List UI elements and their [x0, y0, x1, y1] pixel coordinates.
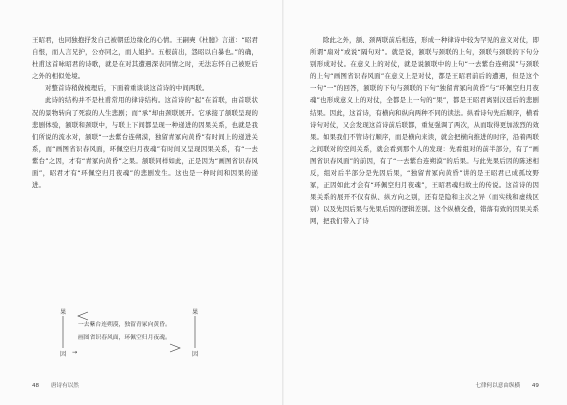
right-page [284, 0, 567, 405]
page-number: 49 [531, 383, 539, 389]
page-number: 48 [32, 383, 40, 389]
diagram-label-cause: 因 [60, 351, 67, 358]
diagram-verse-line: 画图省识春风面，环佩空归月夜魂。 [78, 335, 171, 341]
paragraph: 除此之外，颔、颈两联前后相连，形成一种律诗中较为罕见的意义对仗，即所谓“扇对”或说“隔句对”。就是说，颔联与颈联的上句，颈联与颈联的下句分别形成对仗。在意义上的对仗，就是说颔联中的上句“一去紫台连朔漠”与颈联的上句“画图省识春风面”在意义上是对仗，都是王昭君前后的遭遇，但是这个一句“一”的回答，颔联的下句与颈联的下句“独留青冢向黄昏”与“环佩空归月夜魂”也形成意义上的对仗，全都是上一句的“果”，都是王昭君离别汉廷后的悲剧结果。因此，这首诗，有横向和纵向两种不同的读法。纵看诗句先后顺序，横看诗句对仗，又会发现这首诗前后联都，重复强调了两次，从而取得更加浓烈的效果。如果我们不管诗行顺序，而是横向来读，就会把横向推进的时序，沿着两联之间联对的空间关系，就会看到那个人的发现：先看组对的前半部分，有了“画图省识春风面”的前因，有了“一去紫台连朔漠”的后果。与此先果后因的陈述相反，组对后半部分是先因后果，“独留青冢向黄昏”讲的是王昭君已成孤坟野冢，正因如此才会有“环佩空归月夜魂”，王昭君魂归故土的传说。这首诗的因果关系的展开不仅有纵、纵方向之别，还有是隐和主次之异（而实线和虚线区别）以及先因后果与先果后因的逻辑差别。这个纵横交叠，错落有致的因果关系网，把我们带入了诗 [310, 36, 539, 226]
right-page-body [310, 34, 539, 228]
running-head: 七律何以意由纵横 [475, 383, 521, 389]
diagram-label-effect: 果 [60, 309, 67, 316]
diagram-label-effect: 果 [192, 309, 199, 316]
right-footer [475, 381, 539, 389]
paragraph: 对整首诗稍做梳理后，下面着重谈谈这首诗的中间两联。 [45, 84, 209, 93]
diagram-verse-line: 一去紫台连朔漠，独留青冢向黄昏。 [78, 322, 171, 328]
paragraph: 此诗的结构并不是杜甫常用的律诗结构。这首诗的“起”在首联，由首联状况的景物转向了死寂的人生悲剧；而“承”却由颈联展开。它承接了颔联呈现的悲剧体验，颔联和颈联中，与联上下间都呈现一种递进的因果关系，也就是我们所说的流水对，颔联“一去紫台连朔漠，独留青冢向黄昏”有时间上的递进关系，而“画图省识春风面，环佩空归月夜魂”有时间又呈现因果关系，有“一去紫台”之因，才有“青冢向黄昏”之果。颔联同样如此，正是因为“画图省识春风面”，昭君才有“环佩空归月夜魂”的悲剧发生。这也是一种时间和因果的递进。 [32, 96, 258, 190]
left-page-body [32, 34, 258, 191]
diagram-arrow: → [72, 349, 78, 356]
diagram-label-cause: 因 [192, 351, 199, 358]
running-head: 唐诗有以然 [50, 383, 79, 389]
cause-effect-diagram [58, 307, 208, 359]
left-footer [32, 381, 79, 389]
left-page [0, 0, 283, 405]
paragraph: 王昭君，也同独抱抒发自己被朝廷边缘化的心情。王嗣奭《杜臆》言道：“昭君自恨，而人言兄护，公亦同之，而人姐护。五根前出，怨昭以自暴也。”的确，杜甫这首咏昭君的诗歌，就是在对其遭遇深表同情之时，无法忘怀自己被贬后之外的相似处境。 [32, 36, 258, 81]
